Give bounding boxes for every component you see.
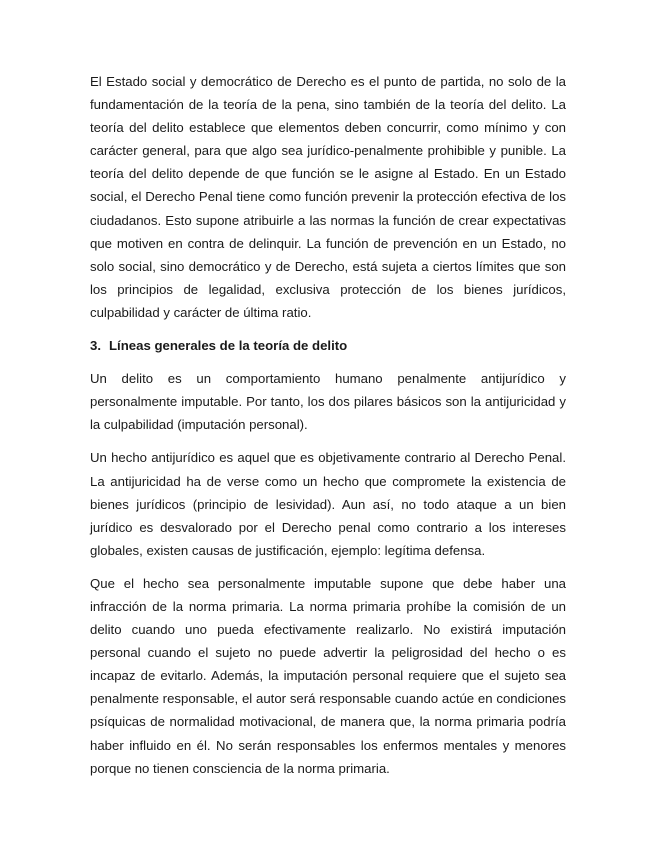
section-number: 3.: [90, 338, 101, 354]
section-heading: [90, 334, 566, 357]
paragraph-delito-definicion: Un delito es un comportamiento humano penalmente antijurídico y personalmente imputable. Por tanto, los dos pilares básicos son la antijuricidad y la culpabilidad (imputación personal).: [90, 371, 566, 433]
paragraph-antijuricidad: Un hecho antijurídico es aquel que es objetivamente contrario al Derecho Penal. La antijuricidad ha de verse como un hecho que compromete la existencia de bienes jurídicos (principio de lesividad). Aun así, no todo ataque a un bien jurídico es desvalorado por el Derecho penal como contrario a los intereses globales, existen causas de justificación, ejemplo: legítima defensa.: [90, 450, 566, 558]
section-title: Líneas generales de la teoría de delito: [109, 338, 348, 354]
paragraph-imputacion-personal: Que el hecho sea personalmente imputable supone que debe haber una infracción de la norma primaria. La norma primaria prohíbe la comisión de un delito cuando uno pueda efectivamente realizarlo. No existirá imputación personal cuando el sujeto no puede advertir la peligrosidad del hecho o es incapaz de evitarlo. Además, la imputación personal requiere que el sujeto sea penalmente responsable, el autor será responsable cuando actúe en condiciones psíquicas de normalidad motivacional, de manera que, la norma primaria podría haber influido en él. No serán responsables los enfermos mentales y menores porque no tienen consciencia de la norma primaria.: [90, 575, 566, 776]
document-page: [90, 70, 566, 790]
intro-paragraph: El Estado social y democrático de Derecho es el punto de partida, no solo de la fundamentación de la teoría de la pena, sino también de la teoría del delito. La teoría del delito establece que elementos deben concurrir, como mínimo y con carácter general, para que algo sea jurídico-penalmente prohibible y punible. La teoría del delito depende de que función se le asigne al Estado. En un Estado social, el Derecho Penal tiene como función prevenir la protección efectiva de los ciudadanos. Esto supone atribuirle a las normas la función de crear expectativas que motiven en contra de delinquir. La función de prevención en un Estado, no solo social, sino democrático y de Derecho, está sujeta a ciertos límites que son los principios de legalidad, exclusiva protección de los bienes jurídicos, culpabilidad y carácter de última ratio.: [90, 74, 566, 320]
